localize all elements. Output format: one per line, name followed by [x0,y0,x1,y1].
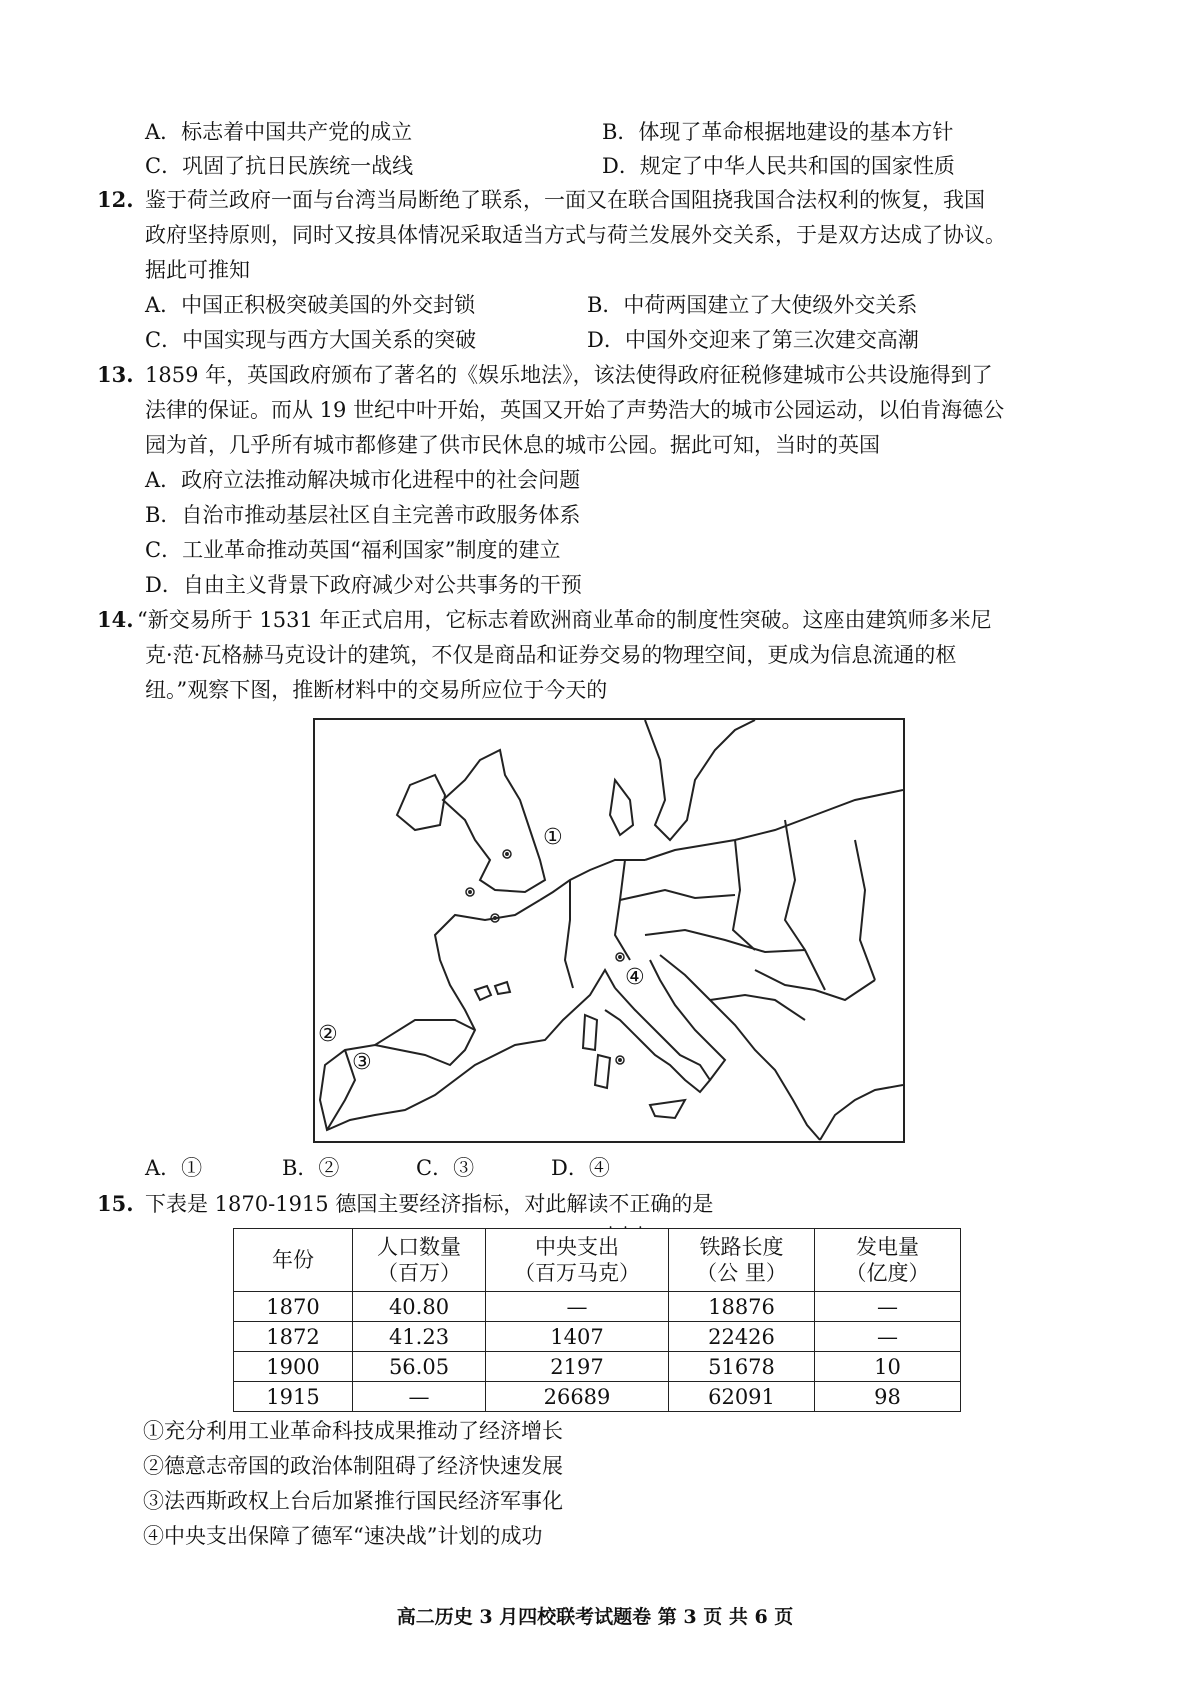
cell: 10 [815,1352,961,1382]
cell: 1870 [234,1292,353,1322]
table-row [234,1352,961,1382]
map-marker-3: ③ [352,1050,372,1075]
germany-economic-table [233,1228,961,1412]
cell: — [815,1292,961,1322]
q15-stem-emphasis: 不正确 · · · [608,1192,671,1216]
cell: 56.05 [353,1352,486,1382]
q12-option-a: A．中国正积极突破美国的外交封锁 [145,293,476,317]
q12-option-c: C．中国实现与西方大国关系的突破 [145,328,477,352]
q13-option-b: B．自治市推动基层社区自主完善市政服务体系 [145,503,581,527]
cell: 98 [815,1382,961,1412]
cell: 1900 [234,1352,353,1382]
header-power-unit: （亿度） [845,1261,930,1285]
header-power-generation [815,1229,961,1292]
q15-statement-1: ①充分利用工业革命科技成果推动了经济增长 [143,1419,563,1443]
q13-number: 13. [97,362,134,387]
q12-option-d: D．中国外交迎来了第三次建交高潮 [587,328,919,352]
table-row [234,1322,961,1352]
q13-stem-line-2: 法律的保证。而从 19 世纪中叶开始，英国又开始了声势浩大的城市公园运动，以伯肯海德公 [145,398,1005,422]
cell: 40.80 [353,1292,486,1322]
cell: 1407 [486,1322,669,1352]
header-year-label: 年份 [272,1248,314,1272]
cell: — [486,1292,669,1322]
cell: — [353,1382,486,1412]
q13-option-c: C．工业革命推动英国“福利国家”制度的建立 [145,538,561,562]
q14-option-a: A．① [145,1156,203,1180]
q12-option-b: B．中荷两国建立了大使级外交关系 [587,293,918,317]
cell: 62091 [669,1382,815,1412]
header-year [234,1229,353,1292]
q15-statement-4: ④中央支出保障了德军“速决战”计划的成功 [143,1524,543,1548]
cell: 26689 [486,1382,669,1412]
header-spending-unit: （百万马克） [514,1261,640,1285]
page-footer: 高二历史 3 月四校联考试题卷 第 3 页 共 6 页 [396,1606,794,1628]
q12-stem-line-3: 据此可推知 [145,258,250,282]
q11-option-a: A．标志着中国共产党的成立 [145,120,413,144]
q14-stem-line-2: 克·范·瓦格赫马克设计的建筑，不仅是商品和证券交易的物理空间，更成为信息流通的枢 [145,643,957,667]
cell: 22426 [669,1322,815,1352]
q13-stem-line-3: 园为首，几乎所有城市都修建了供市民休息的城市公园。据此可知，当时的英国 [145,433,880,457]
q14-option-b: B．② [282,1156,340,1180]
header-spending-label: 中央支出 [535,1235,619,1259]
cell: 41.23 [353,1322,486,1352]
q15-stem-after: 的是 [671,1192,714,1216]
q15-statement-2: ②德意志帝国的政治体制阻碍了经济快速发展 [143,1454,563,1478]
q11-option-c: C．巩固了抗日民族统一战线 [145,154,414,178]
q14-stem-line-3: 纽。”观察下图，推断材料中的交易所应位于今天的 [145,678,608,702]
q15-statement-3: ③法西斯政权上台后加紧推行国民经济军事化 [143,1489,563,1513]
header-population-unit: （百万） [377,1261,461,1285]
table-header-row [234,1229,961,1292]
header-central-spending [486,1229,669,1292]
cell: 18876 [669,1292,815,1322]
map-marker-4: ④ [625,965,645,990]
q13-option-d: D．自由主义背景下政府减少对公共事务的干预 [145,573,582,597]
q14-number: 14. [97,607,134,632]
q13-option-a: A．政府立法推动解决城市化进程中的社会问题 [145,468,581,492]
q12-number: 12. [97,187,134,212]
cell: 1915 [234,1382,353,1412]
header-power-label: 发电量 [856,1235,919,1259]
cell: — [815,1322,961,1352]
q14-option-c: C．③ [416,1156,475,1180]
q11-option-d: D．规定了中华人民共和国的国家性质 [602,154,955,178]
table-row [234,1292,961,1322]
map-marker-2: ② [318,1022,338,1047]
q15-number: 15. [97,1191,134,1216]
q14-option-d: D．④ [551,1156,610,1180]
cell: 51678 [669,1352,815,1382]
cell: 2197 [486,1352,669,1382]
q11-option-b: B．体现了革命根据地建设的基本方针 [602,120,954,144]
q13-stem-line-1: 1859 年，英国政府颁布了著名的《娱乐地法》，该法使得政府征税修建城市公共设施得到了 [145,363,993,387]
q12-stem-line-1: 鉴于荷兰政府一面与台湾当局断绝了联系，一面又在联合国阻挠我国合法权利的恢复，我国 [145,188,985,212]
europe-map [313,718,905,1143]
q15-stem [145,1190,713,1218]
header-railway-label: 铁路长度 [699,1235,784,1259]
header-population [353,1229,486,1292]
europe-map-outline [315,720,903,1141]
header-population-label: 人口数量 [377,1235,461,1259]
map-marker-1: ① [543,825,563,850]
header-railway-length [669,1229,815,1292]
header-railway-unit: （公 里） [696,1261,787,1285]
q15-stem-before: 下表是 1870-1915 德国主要经济指标，对此解读 [145,1192,609,1216]
q14-stem-line-1: “新交易所于 1531 年正式启用，它标志着欧洲商业革命的制度性突破。这座由建筑师多米尼 [137,608,992,632]
cell: 1872 [234,1322,353,1352]
table-row [234,1382,961,1412]
q12-stem-line-2: 政府坚持原则，同时又按具体情况采取适当方式与荷兰发展外交关系，于是双方达成了协议。 [145,223,1006,247]
